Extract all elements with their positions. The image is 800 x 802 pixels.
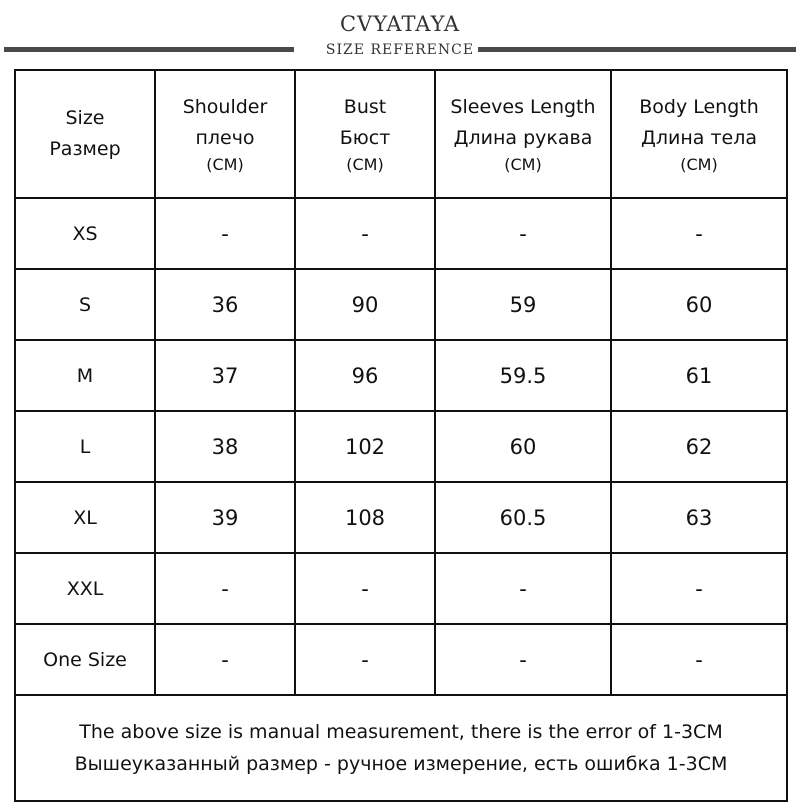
size-cell: L [15,411,155,482]
body-length-cell: - [611,624,787,695]
note-russian: Вышеуказанный размер - ручное измерение, есть ошибка 1-3CM [74,753,728,775]
bust-cell: - [295,198,435,269]
column-name-ru: Длина рукава [453,127,593,149]
bust-cell: 102 [295,411,435,482]
column-unit: (CM) [346,155,384,174]
brand-title: CVYATAYA [339,12,461,36]
size-cell: XS [15,198,155,269]
body-length-cell: - [611,553,787,624]
column-name: Body Length [639,96,759,118]
shoulder-cell: 38 [155,411,295,482]
bust-cell: 108 [295,482,435,553]
sleeves-length-cell: 59.5 [435,340,611,411]
size-cell: One Size [15,624,155,695]
table-row [15,553,787,624]
shoulder-cell: - [155,624,295,695]
column-header-size [15,70,155,198]
column-header-shoulder [155,70,295,198]
column-name-ru: Размер [49,138,121,160]
table-row [15,624,787,695]
sleeves-length-cell: - [435,198,611,269]
size-cell: M [15,340,155,411]
body-length-cell: 63 [611,482,787,553]
column-unit: (CM) [504,155,542,174]
sleeves-length-cell: 60 [435,411,611,482]
bust-cell: - [295,553,435,624]
note-english: The above size is manual measurement, there is the error of 1-3CM [79,721,723,743]
size-table [14,69,788,802]
column-name: Sleeves Length [450,96,596,118]
body-length-cell: - [611,198,787,269]
body-length-cell: 60 [611,269,787,340]
column-name-ru: плечо [195,127,255,149]
body-length-cell: 61 [611,340,787,411]
size-cell: XL [15,482,155,553]
header-row [15,70,787,198]
size-cell: XXL [15,553,155,624]
bust-cell: 96 [295,340,435,411]
header [0,0,800,66]
sleeves-length-cell: - [435,553,611,624]
column-name: Shoulder [182,96,268,118]
column-header-sleeves-length [435,70,611,198]
shoulder-cell: - [155,553,295,624]
table-row [15,340,787,411]
bust-cell: - [295,624,435,695]
table-row [15,269,787,340]
column-name: Size [65,107,105,129]
measurement-note [15,695,787,801]
column-name: Bust [343,96,387,118]
sleeves-length-cell: 59 [435,269,611,340]
column-unit: (CM) [680,155,718,174]
table-row [15,198,787,269]
shoulder-cell: 39 [155,482,295,553]
shoulder-cell: 36 [155,269,295,340]
table-row [15,411,787,482]
column-header-body-length [611,70,787,198]
column-name-ru: Бюст [339,127,391,149]
shoulder-cell: - [155,198,295,269]
subtitle: SIZE REFERENCE [325,42,475,58]
shoulder-cell: 37 [155,340,295,411]
size-cell: S [15,269,155,340]
column-name-ru: Длина тела [641,127,757,149]
sleeves-length-cell: - [435,624,611,695]
column-unit: (CM) [206,155,244,174]
column-header-bust [295,70,435,198]
bust-cell: 90 [295,269,435,340]
sleeves-length-cell: 60.5 [435,482,611,553]
note-row [15,695,787,801]
body-length-cell: 62 [611,411,787,482]
table-row [15,482,787,553]
